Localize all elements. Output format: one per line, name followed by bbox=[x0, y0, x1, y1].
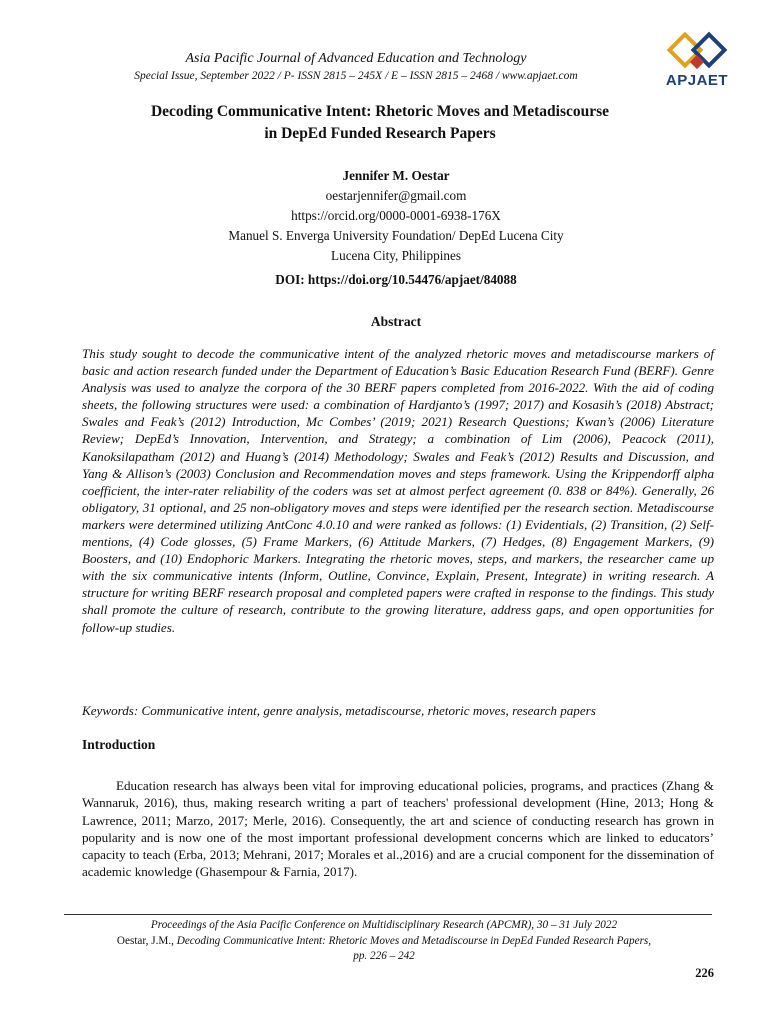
keywords: Keywords: Communicative intent, genre analysis, metadiscourse, rhetoric moves, research papers bbox=[82, 703, 596, 718]
page-number: 226 bbox=[695, 966, 714, 980]
journal-name: Asia Pacific Journal of Advanced Education and Technology bbox=[185, 51, 527, 66]
author-email[interactable]: oestarjennifer@gmail.com bbox=[325, 188, 467, 203]
abstract-text: This study sought to decode the communicative intent of the analyzed rhetoric moves and metadiscourse markers of basic and action research funded under the Department of Education’s Basic Education Research Fund (BERF). Genre Analysis was used to analyze the corpora of the 30 BERF papers completed from 2016-2022. With the aid of coding sheets, the following structures were used: a combination of Hardjanto’s (1997; 2017) and Kosasih’s (2018) Abstract; Swales and Feak’s (2012) Introduction, Mc Combes’ (2019; 2021) Research Questions; Kwan’s (2006) Literature Review; DepEd’s Innovation, Intervention, and Strategy; a combination of Lim (2006), Peacock (2011), Kanoksilapatham (2012) and Huang’s (2014) Methodology; Swales and Feak’s (2012) Results and Discussion, and Yang & Allison’s (2003) Conclusion and Recommendation moves and steps framework. Using the Krippendorff alpha coefficient, the inter-rater reliability of the coders was set at almost perfect agreement (0. 838 or 84%). Generally, 26 obligatory, 31 optional, and 25 non-obligatory moves and steps were identified per the research section. Metadiscourse markers were determined utilizing AntConc 4.0.10 and were ranked as follows: (1) Evidentials, (2) Transition, (2) Self-mentions, (4) Code glosses, (5) Frame Markers, (6) Attitude Markers, (7) Hedges, (8) Engagement Markers, (9) Boosters, and (10) Endophoric Markers. Integrating the rhetoric moves, steps, and markers, the researcher came up with the six communicative intents (Inform, Outline, Convince, Explain, Present, Integrate) in writing research. A structure for writing BERF research proposal and completed papers were crafted in response to the findings. This study shall promote the culture of research, contribute to the growing literature, address gaps, and open opportunities for follow-up studies. bbox=[82, 346, 714, 635]
logo-emblem-icon bbox=[662, 30, 732, 72]
introduction-paragraph: Education research has always been vital for improving educational policies, programs, and practices (Zhang & Wannaruk, 2016), thus, making research writing a part of teachers' professional development (Hine, 2013; Hong & Lawrence, 2011; Marzo, 2017; Merle, 2016). Consequently, the art and science of conducting research has grown in popularity and is now one of the most important professional development concerns which are linked to educators’ capacity to teach (Erba, 2013; Mehrani, 2017; Morales et al.,2016) and are a crucial component for the dissemination of academic knowledge (Ghasempour & Farnia, 2017). bbox=[82, 778, 714, 880]
author-name: Jennifer M. Oestar bbox=[342, 168, 450, 183]
author-block bbox=[100, 166, 692, 266]
title-line-2: in DepEd Funded Research Papers bbox=[264, 125, 496, 142]
journal-header bbox=[60, 50, 652, 84]
title-line-1: Decoding Communicative Intent: Rhetoric Moves and Metadiscourse bbox=[150, 103, 610, 120]
author-orcid[interactable]: https://orcid.org/0000-0001-6938-176X bbox=[291, 208, 501, 223]
introduction-heading: Introduction bbox=[82, 737, 156, 752]
paper-title bbox=[80, 101, 680, 145]
footer-divider bbox=[64, 914, 712, 915]
special-issue-line: Special Issue, September 2022 / P- ISSN 2815 – 245X / E – ISSN 2815 – 2468 / www.apjaet.com bbox=[134, 70, 578, 82]
citation-title: Decoding Communicative Intent: Rhetoric Moves and Metadiscourse in DepEd Funded Research Papers, bbox=[176, 934, 652, 947]
page-footer bbox=[60, 918, 708, 965]
apjaet-logo bbox=[662, 30, 732, 92]
citation-line bbox=[60, 934, 708, 950]
doi-link[interactable]: DOI: https://doi.org/10.54476/apjaet/84088 bbox=[275, 272, 517, 287]
proceedings-line: Proceedings of the Asia Pacific Conference on Multidisciplinary Research (APCMR), 30 – 31 July 2022 bbox=[150, 919, 618, 931]
citation-pages: pp. 226 – 242 bbox=[353, 950, 415, 962]
author-location: Lucena City, Philippines bbox=[331, 248, 461, 263]
logo-wordmark: APJAET bbox=[665, 72, 729, 89]
author-affiliation: Manuel S. Enverga University Foundation/ DepEd Lucena City bbox=[228, 228, 564, 243]
abstract-heading: Abstract bbox=[370, 314, 422, 329]
citation-author: Oestar, J.M., bbox=[116, 934, 177, 947]
